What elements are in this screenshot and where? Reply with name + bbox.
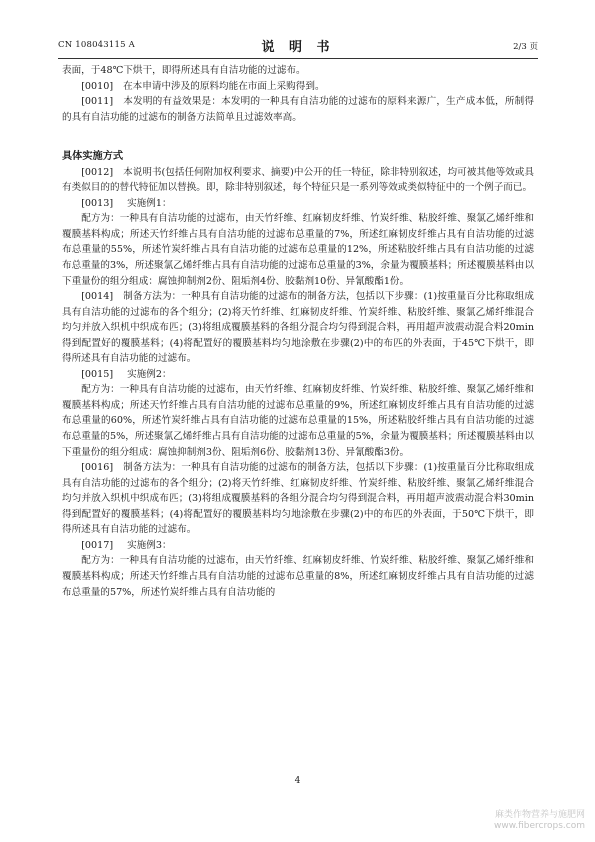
paragraph-tag: [0012] bbox=[81, 166, 114, 178]
page-header bbox=[58, 36, 538, 56]
paragraph-text: 本发明的有益效果是：本发明的一种具有自洁功能的过滤布的原料来源广，生产成本低，所制得的具有自洁功能的过滤布的制备方法简单且过滤效率高。 bbox=[62, 96, 534, 123]
paragraph-0016 bbox=[62, 460, 534, 538]
doc-number: CN 108043115 A bbox=[58, 40, 135, 50]
paragraph-tag: [0017] bbox=[81, 539, 114, 551]
paragraph-tag: [0014] bbox=[81, 291, 114, 303]
paragraph-0013 bbox=[62, 196, 534, 212]
paragraph-0011 bbox=[62, 94, 534, 125]
paragraph-tag: [0013] bbox=[81, 197, 114, 209]
watermark-url: www.fibercrops.com bbox=[494, 821, 585, 831]
page-counter: 2/3 页 bbox=[513, 42, 538, 52]
paragraph-tag: [0016] bbox=[81, 462, 114, 474]
header-rule bbox=[58, 58, 538, 59]
watermark-site-name: 麻类作物营养与施肥网 bbox=[494, 810, 585, 820]
section-heading: 具体实施方式 bbox=[62, 150, 124, 163]
page-title: 说 明 书 bbox=[261, 40, 335, 55]
watermark bbox=[494, 810, 585, 832]
paragraph-0010 bbox=[62, 79, 534, 95]
paragraph-text: 制备方法为：一种具有自洁功能的过滤布的制备方法，包括以下步骤：(1)按重量百分比称取组成具有自洁功能的过滤布的各个组分；(2)将天竹纤维、红麻韧皮纤维、竹炭纤维、粘胶纤维、聚氯乙烯纤维混合均匀并放入织机中织成布匹；(3)将组成覆膜基料的各组分混合均匀得到混合料，再用超声波震动混合料20min得到配置好的覆膜基料；(4)将配置好的覆膜基料均匀地涂敷在步骤(2)中的布匹的外表面，于45℃下烘干，即得所述具有自洁功能的过滤布。 bbox=[62, 291, 534, 365]
document-body bbox=[62, 63, 534, 600]
example-3-formula: 配方为：一种具有自洁功能的过滤布，由天竹纤维、红麻韧皮纤维、竹炭纤维、粘胶纤维、聚氯乙烯纤维和覆膜基料构成；所述天竹纤维占具有自洁功能的过滤布总重量的8%，所述红麻韧皮纤维占具有自洁功能的过滤布总重量的57%，所述竹炭纤维占具有自洁功能的 bbox=[62, 555, 534, 598]
paragraph-text: 在本申请中涉及的原料均能在市面上采购得到。 bbox=[123, 80, 325, 92]
paragraph-text: 本说明书(包括任何附加权利要求、摘要)中公开的任一特征，除非特别叙述，均可被其他等效或具有类似目的的替代特征加以替换。即，除非特别叙述，每个特征只是一系列等效或类似特征中的一个例子而已。 bbox=[62, 166, 534, 194]
paragraph-tag: [0010] bbox=[81, 80, 114, 92]
example-2-formula: 配方为：一种具有自洁功能的过滤布，由天竹纤维、红麻韧皮纤维、竹炭纤维、粘胶纤维、聚氯乙烯纤维和覆膜基料构成；所述天竹纤维占具有自洁功能的过滤布总重量的9%，所述红麻韧皮纤维占具有自洁功能的过滤布总重量的60%，所述竹炭纤维占具有自洁功能的过滤布总重量的15%，所述粘胶纤维占具有自洁功能的过滤布总重量的5%，所述聚氯乙烯纤维占具有自洁功能的过滤布总重量的5%，余量为覆膜基料；所述覆膜基料由以下重量份的组分组成：腐蚀抑制剂3份、阻垢剂6份、胶黏剂13份、异氰酸酯3份。 bbox=[62, 384, 534, 458]
paragraph-0017 bbox=[62, 538, 534, 554]
paragraph-tag: [0015] bbox=[81, 368, 114, 380]
example-heading: 实施例1： bbox=[127, 197, 172, 209]
paragraph-text: 制备方法为：一种具有自洁功能的过滤布的制备方法，包括以下步骤：(1)按重量百分比称取组成具有自洁功能的过滤布的各个组分；(2)将天竹纤维、红麻韧皮纤维、竹炭纤维、粘胶纤维、聚氯乙烯纤维混合均匀并放入织机中织成布匹；(3)将组成覆膜基料的各组分混合均匀得到混合料，再用超声波震动混合料30min得到配置好的覆膜基料；(4)将配置好的覆膜基料均匀地涂敷在步骤(2)中的布匹的外表面，于50℃下烘干，即得所述具有自洁功能的过滤布。 bbox=[62, 462, 534, 536]
paragraph-tag: [0011] bbox=[81, 96, 114, 108]
paragraph-0015 bbox=[62, 367, 534, 383]
example-1-formula: 配方为：一种具有自洁功能的过滤布，由天竹纤维、红麻韧皮纤维、竹炭纤维、粘胶纤维、聚氯乙烯纤维和覆膜基料构成；所述天竹纤维占具有自洁功能的过滤布总重量的7%，所述红麻韧皮纤维占具有自洁功能的过滤布总重量的55%，所述竹炭纤维占具有自洁功能的过滤布总重量的12%，所述粘胶纤维占具有自洁功能的过滤布总重量的3%，所述聚氯乙烯纤维占具有自洁功能的过滤布总重量的3%，余量为覆膜基料；所述覆膜基料由以下重量份的组分组成：腐蚀抑制剂2份、阻垢剂4份、胶黏剂10份、异氰酸酯1份。 bbox=[62, 213, 534, 287]
page-number: 4 bbox=[294, 776, 301, 786]
example-heading: 实施例3： bbox=[127, 539, 172, 551]
continued-paragraph: 表面，于48℃下烘干，即得所述具有自洁功能的过滤布。 bbox=[62, 65, 306, 76]
paragraph-0012 bbox=[62, 165, 534, 196]
example-heading: 实施例2： bbox=[127, 368, 172, 380]
paragraph-0014 bbox=[62, 289, 534, 367]
